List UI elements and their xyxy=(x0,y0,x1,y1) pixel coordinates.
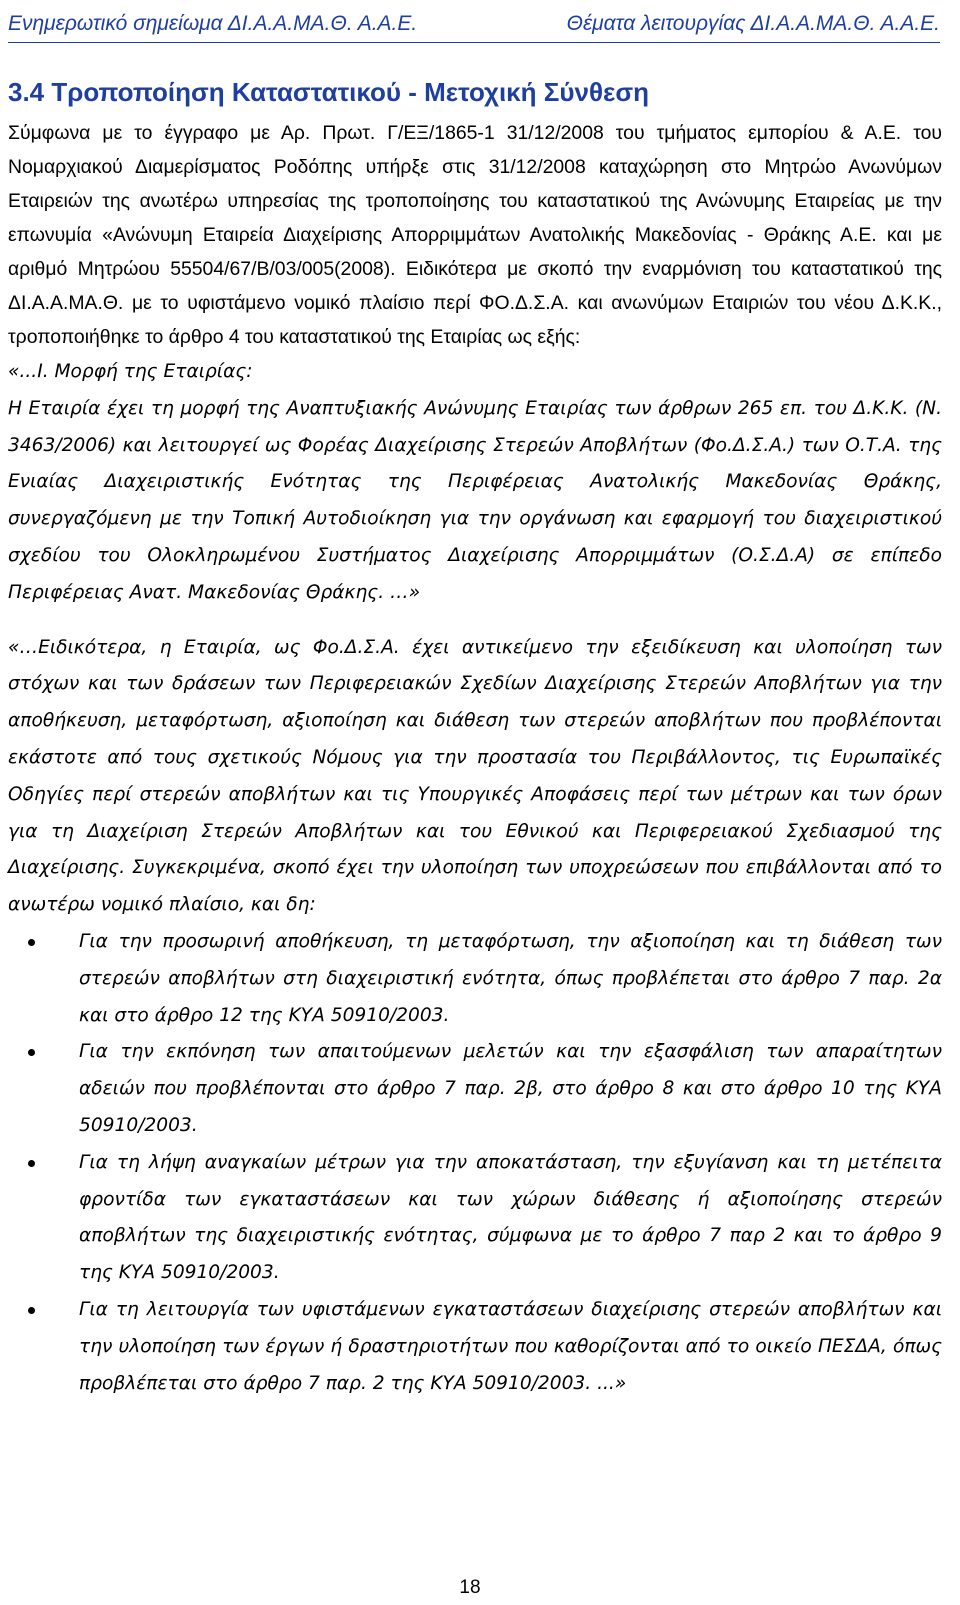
page-number: 18 xyxy=(459,1577,481,1598)
quote-body: Η Εταιρία έχει τη μορφή της Αναπτυξιακής Ανώνυμης Εταιρίας των άρθρων 265 επ. του Δ.Κ.Κ. (Ν. 3463/2006) και λειτουργεί ως Φορέας Διαχείρισης Στερεών Αποβλήτων (Φο.Δ.Σ.Α.) των Ο.Τ.Α. της Ενιαίας Διαχειριστικής Ενότητας της Περιφέρειας Ανατολικής Μακεδονίας Θράκης, συνεργαζόμενη με την Τοπική Αυτοδιοίκηση για την οργάνωση και εφαρμογή του διαχειριστικού σχεδίου του Ολοκληρωμένου Συστήματος Διαχείρισης Απορριμμάτων (Ο.Σ.Δ.Α) σε επίπεδο Περιφέρειας Ανατ. Μακεδονίας Θράκης. …» xyxy=(8,397,942,603)
second-quote: «…Ειδικότερα, η Εταιρία, ως Φο.Δ.Σ.Α. έχει αντικείμενο την εξειδίκευση και υλοποίηση των στόχων και των δράσεων των Περιφερειακών Σχεδίων Διαχείρισης Στερεών Αποβλήτων για την αποθήκευση, μεταφόρτωση, αξιοποίηση και διάθεση των στερεών αποβλήτων που προβλέπονται εκάστοτε από τους σχετικούς Νόμους για την προστασία του Περιβάλλοντος, τις Ευρωπαϊκές Οδηγίες περί στερεών αποβλήτων και τις Υπουργικές Αποφάσεις περί των μέτρων και των όρων για τη Διαχείριση Στερεών Αποβλήτων και του Εθνικού και Περιφερειακού Σχεδιασμού της Διαχείρισης. Συγκεκριμένα, σκοπό έχει την υλοποίηση των υποχρεώσεων που επιβάλλονται από το ανωτέρω νομικό πλαίσιο, και δη: xyxy=(8,636,942,916)
header-right-title: Θέματα λειτουργίας ΔΙ.Α.Α.ΜΑ.Θ. Α.Α.Ε. xyxy=(566,12,940,35)
intro-paragraph: Σύμφωνα με το έγγραφο με Αρ. Πρωτ. Γ/ΕΞ/1865-1 31/12/2008 του τμήματος εμπορίου & Α.Ε. του Νομαρχιακού Διαμερίσματος Ροδόπης υπήρξε στις 31/12/2008 καταχώρηση στο Μητρώο Ανωνύμων Εταιρειών της ανωτέρω υπηρεσίας της τροποποίησης του καταστατικού της Ανώνυμης Εταιρείας με την επωνυμία «Ανώνυμη Εταιρεία Διαχείρισης Απορριμμάτων Ανατολικής Μακεδονίας - Θράκης Α.Ε. και με αριθμό Μητρώου 55504/67/Β/03/005(2008). Ειδικότερα με σκοπό την εναρμόνιση του καταστατικού της ΔΙ.Α.Α.ΜΑ.Θ. με το υφιστάμενο νομικό πλαίσιο περί ΦΟ.Δ.Σ.Α. και ανωνύμων Εταιριών του νέου Δ.Κ.Κ., τροποποιήθηκε το άρθρο 4 του καταστατικού της Εταιρίας ως εξής: xyxy=(8,122,942,348)
header-left-title: Ενημερωτικό σημείωμα ΔΙ.Α.Α.ΜΑ.Θ. Α.Α.Ε. xyxy=(8,12,418,35)
bullet-icon xyxy=(28,939,35,946)
bullet-icon xyxy=(28,1049,35,1056)
list-item xyxy=(8,924,942,1034)
list-item-text: Για την εκπόνηση των απαιτούμενων μελετών και την εξασφάλιση των απαραίτητων αδειών που προβλέπονται στο άρθρο 7 παρ. 2β, στο άρθρο 8 και στο άρθρο 10 της ΚΥΑ 50910/2003. xyxy=(79,1041,942,1136)
list-item xyxy=(8,1292,942,1402)
list-item xyxy=(8,1145,942,1292)
section-title: 3.4 Τροποποίηση Καταστατικού - Μετοχική Σύνθεση xyxy=(8,77,650,107)
bullet-icon xyxy=(28,1307,35,1314)
page-header xyxy=(8,0,940,44)
quote-heading: «...Ι. Μορφή της Εταιρίας: xyxy=(8,361,253,382)
document-body xyxy=(8,76,942,1402)
list-item-text: Για την προσωρινή αποθήκευση, τη μεταφόρτωση, την αξιοποίηση και τη διάθεση των στερεών αποβλήτων στη διαχειριστική ενότητα, όπως προβλέπεται στο άρθρο 7 παρ. 2α και στο άρθρο 12 της ΚΥΑ 50910/2003. xyxy=(79,930,942,1026)
header-rule xyxy=(8,42,940,43)
bullet-icon xyxy=(28,1160,35,1167)
list-item xyxy=(8,1034,942,1144)
list-item-text: Για τη λειτουργία των υφιστάμενων εγκαταστάσεων διαχείρισης στερεών αποβλήτων και την υλοποίηση των έργων ή δραστηριοτήτων που καθορίζονται από το οικείο ΠΕΣΔΑ, όπως προβλέπεται στο άρθρο 7 παρ. 2 της ΚΥΑ 50910/2003. ...» xyxy=(79,1298,942,1394)
objectives-list xyxy=(8,924,942,1402)
paragraph-spacer xyxy=(8,612,942,630)
list-item-text: Για τη λήψη αναγκαίων μέτρων για την αποκατάσταση, την εξυγίανση και τη μετέπειτα φροντίδα των εγκαταστάσεων και των χώρων διάθεσης ή αξιοποίησης στερεών αποβλήτων της διαχειριστικής ενότητας, σύμφωνα με το άρθρο 7 παρ 2 και το άρθρο 9 της ΚΥΑ 50910/2003. xyxy=(79,1151,942,1284)
